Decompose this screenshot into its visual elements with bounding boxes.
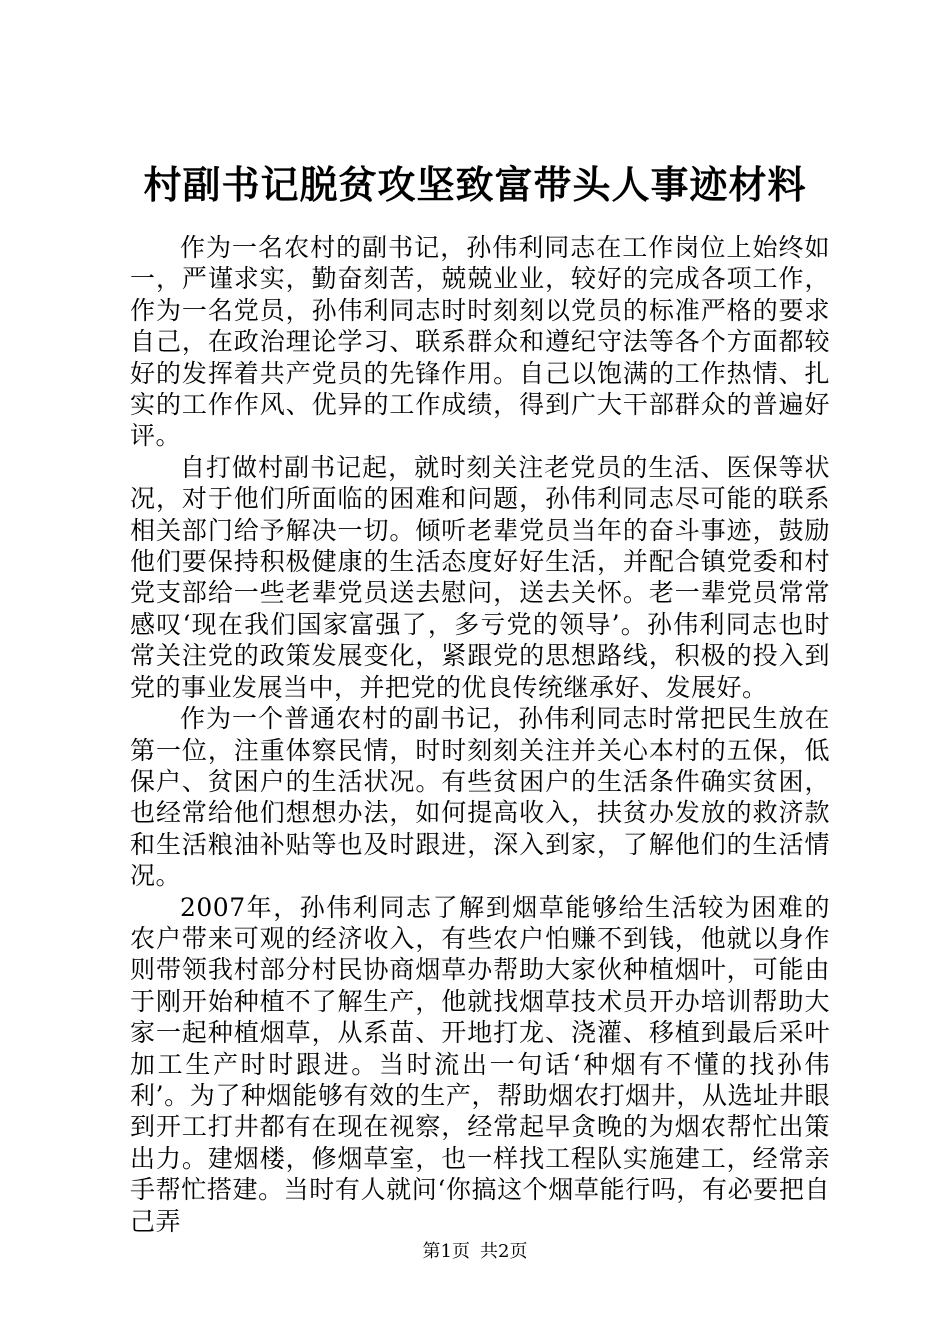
page-footer	[0, 1240, 950, 1264]
paragraph: 2007年，孙伟利同志了解到烟草能够给生活较为困难的农户带来可观的经济收入，有些农户怕赚不到钱，他就以身作则带领我村部分村民协商烟草办帮助大家伙种植烟叶，可能由于刚开始种植不了解生产，他就找烟草技术员开办培训帮助大家一起种植烟草，从系苗、开地打龙、浇灌、移植到最后采叶加工生产时时跟进。当时流出一句话‘种烟有不懂的找孙伟利’。为了种烟能够有效的生产，帮助烟农打烟井，从选址井眼到开工打井都有在现在视察，经常起早贪晚的为烟农帮忙出策出力。建烟楼，修烟草室，也一样找工程队实施建工，经常亲手帮忙搭建。当时有人就问‘你搞这个烟草能行吗，有必要把自己弄	[130, 892, 830, 1236]
page-number: 第1页	[422, 1241, 470, 1262]
document-title: 村副书记脱贫攻坚致富带头人事迹材料	[143, 162, 807, 207]
document-body	[130, 232, 830, 1237]
paragraph: 作为一名农村的副书记，孙伟利同志在工作岗位上始终如一，严谨求实，勤奋刻苦，兢兢业业，较好的完成各项工作，作为一名党员，孙伟利同志时时刻刻以党员的标准严格的要求自己，在政治理论学习、联系群众和遵纪守法等各个方面都较好的发挥着共产党员的先锋作用。自己以饱满的工作热情、扎实的工作作风、优异的工作成绩，得到广大干部群众的普遍好评。	[130, 233, 830, 451]
paragraph: 自打做村副书记起，就时刻关注老党员的生活、医保等状况，对于他们所面临的困难和问题，孙伟利同志尽可能的联系相关部门给予解决一切。倾听老辈党员当年的奋斗事迹，鼓励他们要保持积极健康的生活态度好好生活，并配合镇党委和村党支部给一些老辈党员送去慰问，送去关怀。老一辈党员常常感叹‘现在我们国家富强了，多亏党的领导’。孙伟利同志也时常关注党的政策发展变化，紧跟党的思想路线，积极的投入到党的事业发展当中，并把党的优良传统继承好、发展好。	[130, 452, 830, 702]
page-total: 共2页	[480, 1241, 528, 1262]
paragraph: 作为一个普通农村的副书记，孙伟利同志时常把民生放在第一位，注重体察民情，时时刻刻关注并关心本村的五保，低保户、贫困户的生活状况。有些贫困户的生活条件确实贫困，也经常给他们想想办法，如何提高收入，扶贫办发放的救济款和生活粮油补贴等也及时跟进，深入到家，了解他们的生活情况。	[130, 704, 830, 891]
